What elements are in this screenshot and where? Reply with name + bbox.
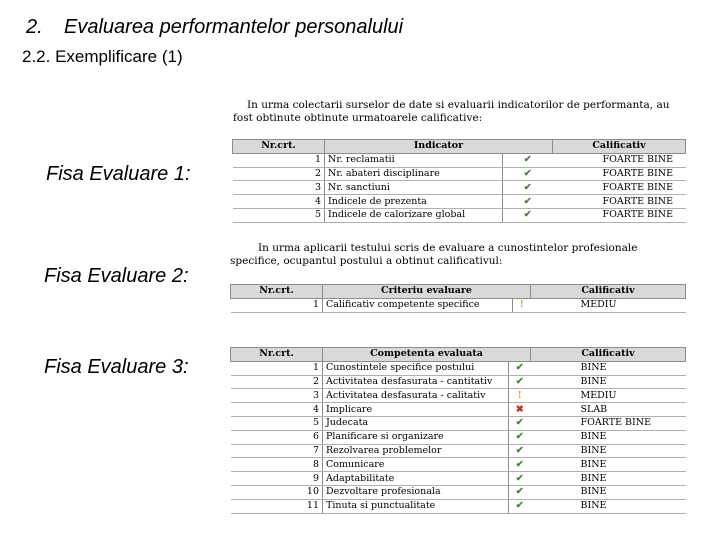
slide-title-number: 2. <box>26 16 43 38</box>
fisa2-table-body <box>231 298 686 312</box>
table-row <box>231 472 686 486</box>
status-cell <box>509 458 531 472</box>
check-icon: ✔ <box>523 167 532 179</box>
row-calificativ: BINE <box>531 458 686 472</box>
row-calificativ: FOARTE BINE <box>553 208 686 222</box>
status-cell <box>509 485 531 499</box>
row-number: 1 <box>231 298 323 312</box>
check-icon: ✔ <box>523 195 532 207</box>
row-label: Dezvoltare profesionala <box>323 485 509 499</box>
row-calificativ: BINE <box>531 361 686 375</box>
fisa2-intro: In urma aplicarii testului scris de evaluare a cunostintelor profesionale specifice, ocupantul postului a obtinut calificativul: <box>230 242 638 267</box>
check-icon: ✔ <box>515 431 524 443</box>
fisa3-table-body <box>231 361 686 513</box>
row-label: Cunostintele specifice postului <box>323 361 509 375</box>
table-row <box>231 389 686 403</box>
row-calificativ: BINE <box>531 444 686 458</box>
check-icon: ✔ <box>515 362 524 374</box>
row-calificativ: BINE <box>531 485 686 499</box>
check-icon: ✔ <box>515 472 524 484</box>
status-cell <box>509 430 531 444</box>
table-row <box>231 298 686 312</box>
fisa1-table-body <box>233 153 686 222</box>
row-calificativ: BINE <box>531 472 686 486</box>
fisa1-header-calificativ: Calificativ <box>553 140 686 154</box>
row-label: Judecata <box>323 416 509 430</box>
row-calificativ: MEDIU <box>531 298 686 312</box>
table-row <box>233 181 686 195</box>
table-row <box>231 444 686 458</box>
row-label: Calificativ competente specifice <box>323 298 513 312</box>
row-label: Nr. sanctiuni <box>325 181 503 195</box>
check-icon: ✔ <box>515 500 524 512</box>
status-cell <box>509 499 531 513</box>
row-number: 1 <box>233 153 325 167</box>
row-label: Comunicare <box>323 458 509 472</box>
fisa2-header-calificativ: Calificativ <box>531 285 686 299</box>
row-calificativ: BINE <box>531 499 686 513</box>
cross-icon: ✖ <box>515 403 524 415</box>
row-number: 8 <box>231 458 323 472</box>
row-label: Nr. reclamatii <box>325 153 503 167</box>
fisa1-header-nr: Nr.crt. <box>233 140 325 154</box>
check-icon: ✔ <box>515 486 524 498</box>
check-icon: ✔ <box>515 375 524 387</box>
row-calificativ: FOARTE BINE <box>553 153 686 167</box>
table-row <box>233 208 686 222</box>
status-cell <box>509 416 531 430</box>
row-calificativ: FOARTE BINE <box>553 195 686 209</box>
row-calificativ: BINE <box>531 375 686 389</box>
check-icon: ✔ <box>515 458 524 470</box>
row-label: Implicare <box>323 403 509 417</box>
status-cell <box>503 208 553 222</box>
status-cell <box>509 403 531 417</box>
fisa3-table <box>230 347 686 514</box>
row-label: Indicele de prezenta <box>325 195 503 209</box>
slide-subtitle: 2.2. Exemplificare (1) <box>22 47 183 66</box>
row-calificativ: FOARTE BINE <box>553 167 686 181</box>
exclamation-icon: ! <box>517 389 522 401</box>
check-icon: ✔ <box>523 181 532 193</box>
row-number: 3 <box>231 389 323 403</box>
fisa3-header-competenta: Competenta evaluata <box>323 348 531 362</box>
row-number: 5 <box>231 416 323 430</box>
table-row <box>231 430 686 444</box>
status-cell <box>503 167 553 181</box>
row-label: Adaptabilitate <box>323 472 509 486</box>
check-icon: ✔ <box>515 417 524 429</box>
row-calificativ: FOARTE BINE <box>553 181 686 195</box>
slide-title-text: Evaluarea performantelor personalului <box>64 16 404 38</box>
row-number: 3 <box>233 181 325 195</box>
table-row <box>231 485 686 499</box>
table-row <box>231 458 686 472</box>
status-cell <box>509 389 531 403</box>
row-number: 9 <box>231 472 323 486</box>
row-label: Nr. abateri disciplinare <box>325 167 503 181</box>
fisa3-header-nr: Nr.crt. <box>231 348 323 362</box>
table-row <box>233 167 686 181</box>
fisa3-label: Fisa Evaluare 3: <box>44 356 189 378</box>
table-row <box>233 153 686 167</box>
row-number: 2 <box>231 375 323 389</box>
row-label: Activitatea desfasurata - cantitativ <box>323 375 509 389</box>
status-cell <box>509 375 531 389</box>
row-label: Tinuta si punctualitate <box>323 499 509 513</box>
table-row <box>231 375 686 389</box>
fisa3-header-calificativ: Calificativ <box>531 348 686 362</box>
status-cell <box>509 361 531 375</box>
table-row <box>231 403 686 417</box>
row-calificativ: SLAB <box>531 403 686 417</box>
row-label: Activitatea desfasurata - calitativ <box>323 389 509 403</box>
exclamation-icon: ! <box>519 299 524 311</box>
row-number: 7 <box>231 444 323 458</box>
row-calificativ: FOARTE BINE <box>531 416 686 430</box>
fisa1-intro: In urma colectarii surselor de date si evaluarii indicatorilor de performanta, au fost obtinute obtinute urmatoarele calificative: <box>233 99 670 124</box>
fisa1-header-indicator: Indicator <box>325 140 553 154</box>
row-label: Rezolvarea problemelor <box>323 444 509 458</box>
status-cell <box>509 472 531 486</box>
table-row <box>233 195 686 209</box>
status-cell <box>503 153 553 167</box>
fisa2-table <box>230 284 686 313</box>
row-number: 11 <box>231 499 323 513</box>
fisa2-header-nr: Nr.crt. <box>231 285 323 299</box>
row-number: 5 <box>233 208 325 222</box>
check-icon: ✔ <box>523 209 532 221</box>
row-number: 6 <box>231 430 323 444</box>
row-number: 10 <box>231 485 323 499</box>
row-calificativ: MEDIU <box>531 389 686 403</box>
fisa2-label: Fisa Evaluare 2: <box>44 265 189 287</box>
row-number: 1 <box>231 361 323 375</box>
status-cell <box>503 195 553 209</box>
table-row <box>231 499 686 513</box>
table-row <box>231 416 686 430</box>
fisa2-header-criteriu: Criteriu evaluare <box>323 285 531 299</box>
row-number: 4 <box>231 403 323 417</box>
fisa1-table <box>232 139 686 223</box>
row-label: Planificare si organizare <box>323 430 509 444</box>
status-cell <box>509 444 531 458</box>
check-icon: ✔ <box>515 444 524 456</box>
check-icon: ✔ <box>523 154 532 166</box>
fisa1-label: Fisa Evaluare 1: <box>46 163 191 185</box>
slide-title <box>26 16 403 39</box>
row-number: 4 <box>233 195 325 209</box>
table-row <box>231 361 686 375</box>
row-number: 2 <box>233 167 325 181</box>
row-label: Indicele de calorizare global <box>325 208 503 222</box>
status-cell <box>503 181 553 195</box>
status-cell <box>513 298 531 312</box>
row-calificativ: BINE <box>531 430 686 444</box>
